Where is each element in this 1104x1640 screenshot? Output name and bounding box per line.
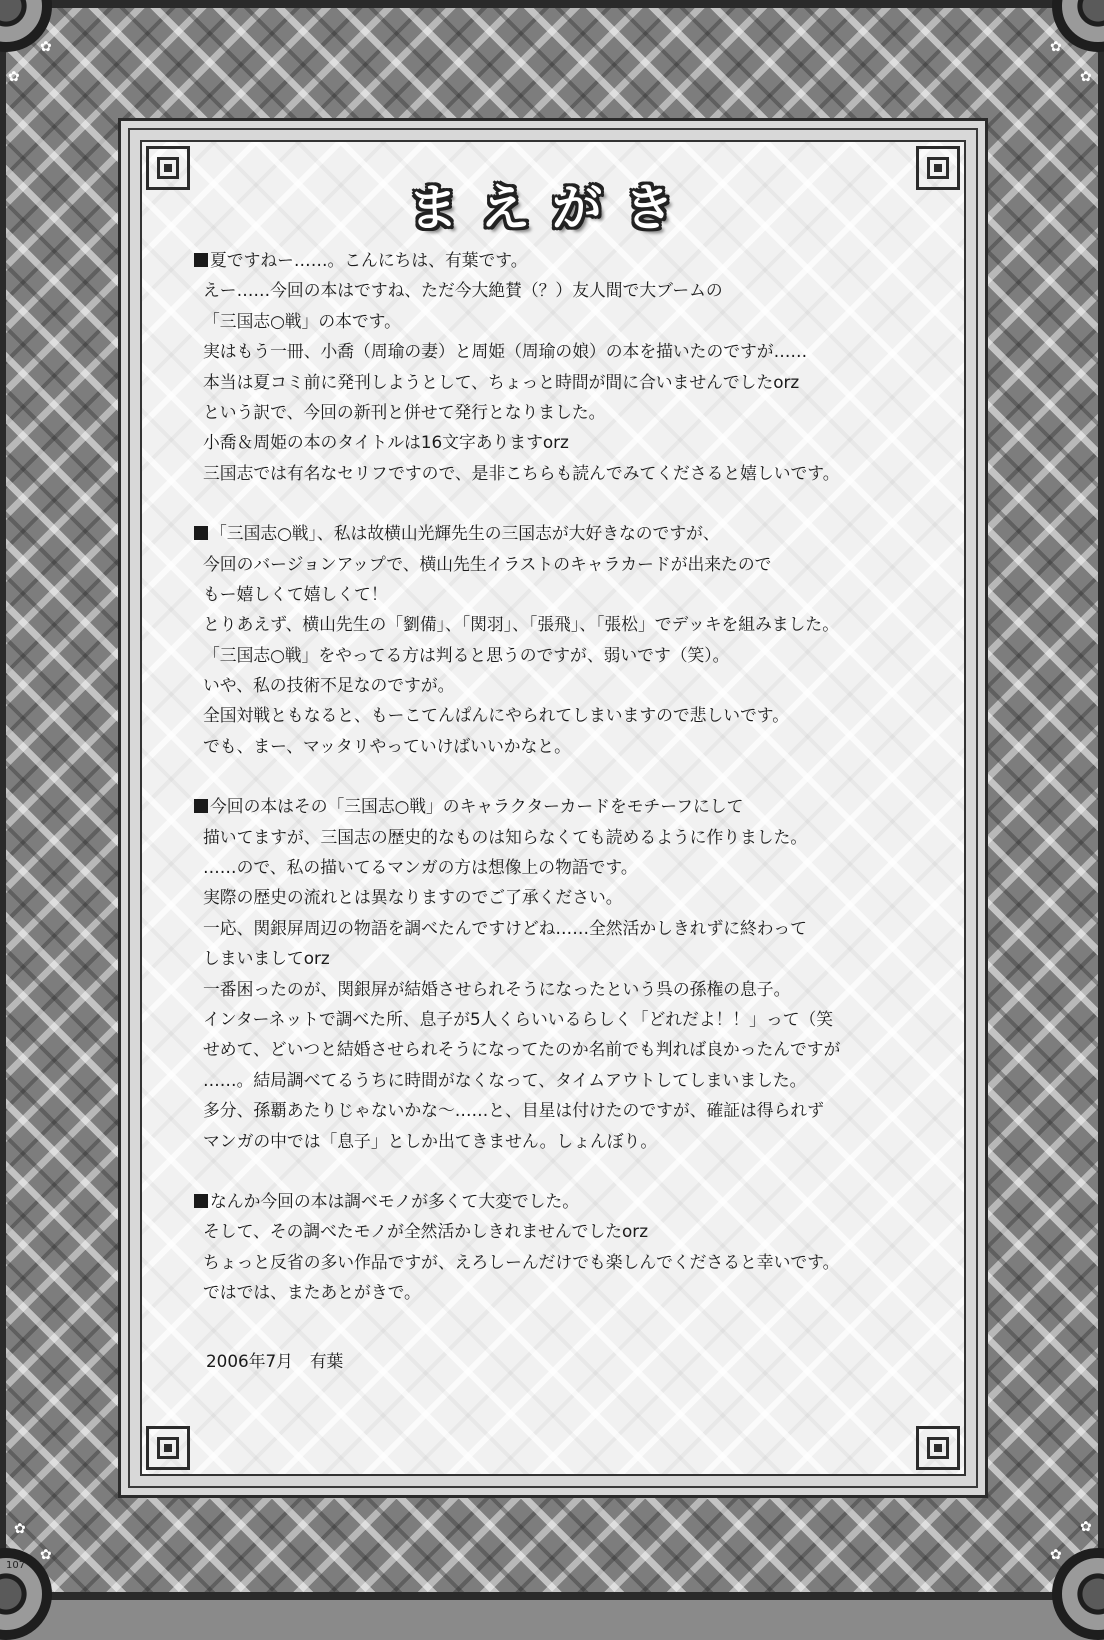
text-line: 三国志では有名なセリフですので、是非こちらも読んでみてくださると嬉しいです。: [203, 462, 840, 483]
text-line: ちょっと反省の多い作品ですが、えろしーんだけでも楽しんでくださると幸いです。: [203, 1251, 840, 1272]
text-line: 「三国志○戦」をやってる方は判ると思うのですが、弱いです（笑）。: [203, 644, 730, 665]
flower-icon: ✿: [14, 1521, 26, 1537]
page-number: 107: [6, 1560, 26, 1571]
text-line: 「三国志○戦」、私は故横山光輝先生の三国志が大好きなのですが、: [194, 518, 934, 548]
flower-icon: ✿: [1050, 39, 1062, 55]
text-line: でも、まー、マッタリやっていけばいいかなと。: [203, 735, 571, 756]
square-bullet-icon: [194, 799, 208, 813]
text-line: ではでは、またあとがきで。: [203, 1282, 421, 1303]
text-line: という訳で、今回の新刊と併せて発行となりました。: [203, 401, 606, 422]
text-line: いや、私の技術不足なのですが。: [203, 675, 455, 696]
foreword-body: [194, 245, 934, 1338]
text-line: 実際の歴史の流れとは異なりますのでご了承ください。: [203, 887, 623, 908]
text-line: 今回のバージョンアップで、横山先生イラストのキャラカードが出来たので: [203, 553, 772, 574]
paragraph: [194, 245, 934, 488]
text-line: インターネットで調べた所、息子が5人くらいいるらしく「どれだよ！！」って（笑: [203, 1008, 834, 1029]
text-line: 多分、孫覇あたりじゃないかな～……と、目星は付けたのですが、確証は得られず: [203, 1100, 824, 1121]
flower-icon: ✿: [8, 69, 20, 85]
text-line: ……ので、私の描いてるマンガの方は想像上の物語です。: [203, 857, 638, 878]
text-line: 本当は夏コミ前に発刊しようとして、ちょっと時間が間に合いませんでしたorz: [203, 371, 800, 392]
paragraph: [194, 518, 934, 761]
text-line: 一応、関銀屏周辺の物語を調べたんですけどね……全然活かしきれずに終わって: [203, 917, 807, 938]
text-line: 今回の本はその「三国志○戦」のキャラクターカードをモチーフにして: [194, 791, 934, 821]
paragraph: [194, 791, 934, 1156]
text-line: 描いてますが、三国志の歴史的なものは知らなくても読めるように作りました。: [203, 826, 808, 847]
text-line: そして、その調べたモノが全然活かしきれませんでしたorz: [203, 1221, 649, 1242]
paragraph: [194, 1186, 934, 1308]
bottom-border-bar: [0, 1592, 1104, 1600]
square-bullet-icon: [194, 526, 208, 540]
text-line: 「三国志○戦」の本です。: [203, 310, 401, 331]
text-line: しまいましてorz: [203, 948, 330, 969]
text-line: なんか今回の本は調べモノが多くて大変でした。: [194, 1186, 934, 1216]
top-border-bar: [0, 0, 1104, 8]
corner-knot-icon: [146, 1426, 190, 1470]
corner-knot-icon: [916, 1426, 960, 1470]
text-line: 夏ですねー……。こんにちは、有葉です。: [194, 245, 934, 275]
text-line: 小喬＆周姫の本のタイトルは16文字ありますorz: [203, 432, 569, 453]
text-line: マンガの中では「息子」としか出てきません。しょんぼり。: [203, 1130, 658, 1151]
text-line: えー……今回の本はですね、ただ今大絶賛（？）友人間で大ブームの: [203, 280, 723, 301]
text-line: ……。結局調べてるうちに時間がなくなって、タイムアウトしてしまいました。: [203, 1069, 807, 1090]
signature-date: 2006年7月 有葉: [206, 1351, 344, 1371]
text-line: もー嬉しくて嬉しくて！: [203, 583, 388, 604]
flower-icon: ✿: [1050, 1547, 1062, 1563]
text-line: 一番困ったのが、関銀屏が結婚させられそうになったという呉の孫権の息子。: [203, 978, 791, 999]
flower-icon: ✿: [1080, 69, 1092, 85]
text-line: 実はもう一冊、小喬（周瑜の妻）と周姫（周瑜の娘）の本を描いたのですが……: [203, 341, 808, 362]
flower-icon: ✿: [1080, 1519, 1092, 1535]
page-title: まえがき: [408, 179, 696, 237]
flower-icon: ✿: [40, 39, 52, 55]
square-bullet-icon: [194, 253, 208, 267]
text-line: とりあえず、横山先生の「劉備」、「関羽」、「張飛」、「張松」でデッキを組みました。: [203, 614, 839, 635]
text-line: せめて、どいつと結婚させられそうになってたのか名前でも判れば良かったんですが: [203, 1039, 841, 1060]
left-border-bar: [0, 0, 6, 1600]
square-bullet-icon: [194, 1194, 208, 1208]
text-line: 全国対戦ともなると、もーこてんぱんにやられてしまいますので悲しいです。: [203, 705, 790, 726]
right-border-bar: [1098, 0, 1104, 1600]
flower-icon: ✿: [40, 1547, 52, 1563]
